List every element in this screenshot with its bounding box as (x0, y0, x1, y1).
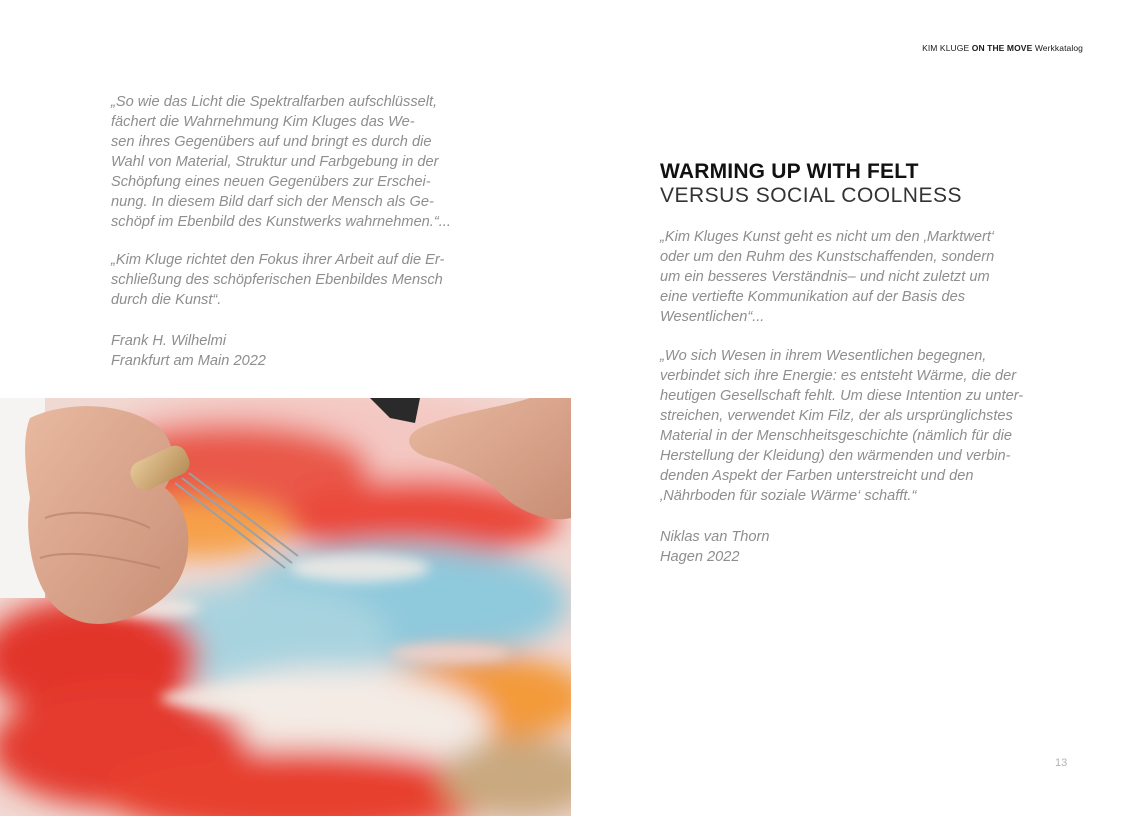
page-number: 13 (1055, 757, 1068, 769)
section-title-line-1: WARMING UP WITH FELT (660, 160, 919, 183)
section-title-line-2: VERSUS SOCIAL COOLNESS (660, 184, 962, 207)
felting-photo (0, 398, 571, 816)
right-quote-1: „Kim Kluges Kunst geht es nicht um den ‚Marktwert‘ oder um den Ruhm des Kunstschaffenden, sondern um ein besseres Verständnis– und nicht zuletzt um eine vertiefte Kommunikation auf der Basis des Wesentlichen“... (660, 229, 995, 325)
left-quote-author: Frank H. Wilhelmi Frankfurt am Main 2022 (111, 333, 266, 369)
right-quote-2: „Wo sich Wesen in ihrem Wesentlichen begegnen, verbindet sich ihre Energie: es entsteht Wärme, die der heutigen Gesellschaft fehlt. Um diese Intention zu unter- streichen, verwendet Kim Filz, der als ursprünglichstes Material in der Menschheitsgeschichte (nämlich für die Herstellung der Kleidung) den wärmenden und verbin- denden Aspekt der Farben unterstreicht und den ‚Nährboden für soziale Wärme‘ schafft.“ (660, 348, 1024, 504)
left-quote-1: „So wie das Licht die Spektralfarben aufschlüsselt, fächert die Wahrnehmung Kim Kluges das We- sen ihres Gegenübers auf und bringt es durch die Wahl von Material, Struktur und Farbgebung in der Schöpfung eines neuen Gegenübers zur Erschei- nung. In diesem Bild darf sich der Mensch als Ge- schöpf im Ebenbild des Kunstwerks wahrnehmen.“... (111, 94, 451, 230)
header-series-title: ON THE MOVE (971, 43, 1033, 53)
header-suffix: Werkkatalog (1034, 43, 1083, 53)
right-quote-author: Niklas van Thorn Hagen 2022 (660, 529, 770, 565)
left-quote-2: „Kim Kluge richtet den Fokus ihrer Arbeit auf die Er- schließung des schöpferischen Ebenbildes Mensch durch die Kunst“. (111, 252, 445, 308)
running-header (922, 43, 1083, 53)
header-artist-name: KIM KLUGE (922, 43, 970, 53)
section-title (660, 160, 962, 208)
